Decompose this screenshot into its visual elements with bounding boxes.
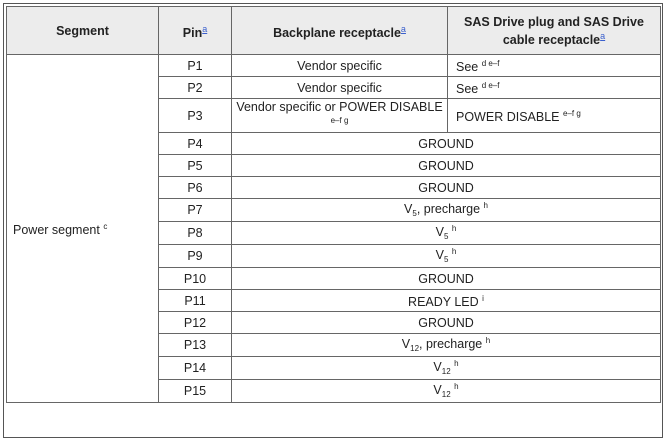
value-text: V <box>401 337 411 351</box>
value-text: V <box>435 248 444 262</box>
header-segment-label: Segment <box>56 23 109 38</box>
value-cell: GROUND <box>232 312 661 334</box>
value-text: READY LED <box>408 295 479 309</box>
value-text: V <box>433 360 442 374</box>
pin-cell: P12 <box>159 312 232 334</box>
value-note: h <box>485 336 491 345</box>
value-cell: GROUND <box>232 268 661 290</box>
value-sub: 12 <box>441 390 451 399</box>
pin-cell: P8 <box>159 222 232 245</box>
value-text: V <box>433 383 442 397</box>
header-sas <box>448 7 661 55</box>
header-pin-label: Pin <box>182 25 203 40</box>
value-note: h <box>451 224 457 233</box>
value-sub: 5 <box>412 209 417 218</box>
value-rest: , precharge <box>416 202 481 216</box>
pin-cell: P13 <box>159 334 232 357</box>
sas-cell <box>448 77 661 99</box>
header-pin <box>159 7 232 55</box>
header-row <box>7 7 661 55</box>
value-sub: 12 <box>441 367 451 376</box>
pin-cell: P1 <box>159 55 232 77</box>
value-sub: 5 <box>443 255 449 264</box>
value-note: h <box>454 382 459 391</box>
value-cell: GROUND <box>232 155 661 177</box>
value-note: h <box>451 247 457 256</box>
value-text: V <box>435 225 444 239</box>
footnote-link[interactable]: a <box>202 23 208 34</box>
pin-assignment-table <box>6 6 661 403</box>
header-sas-label: SAS Drive plug and SAS Drive cable receptacle <box>464 14 644 47</box>
table-row <box>7 55 661 77</box>
sas-note: e–f g <box>562 109 581 118</box>
value-cell <box>232 290 661 312</box>
table-frame <box>3 3 663 438</box>
value-cell <box>232 380 661 403</box>
sas-cell <box>448 55 661 77</box>
pin-cell: P2 <box>159 77 232 99</box>
pin-cell: P9 <box>159 245 232 268</box>
value-text: V <box>404 202 413 216</box>
footnote-link[interactable]: a <box>400 23 406 34</box>
value-cell <box>232 222 661 245</box>
value-cell <box>232 357 661 380</box>
backplane-cell: Vendor specific <box>232 55 448 77</box>
sas-text: See <box>456 82 479 96</box>
header-backplane <box>232 7 448 55</box>
header-segment <box>7 7 159 55</box>
pin-cell: P7 <box>159 199 232 222</box>
sas-cell <box>448 99 661 133</box>
pin-cell: P10 <box>159 268 232 290</box>
backplane-text: Vendor specific or POWER DISABLE <box>236 100 443 114</box>
value-cell <box>232 199 661 222</box>
footnote-link[interactable]: a <box>600 30 606 41</box>
value-sub: 5 <box>443 232 449 241</box>
value-cell <box>232 334 661 357</box>
value-note: h <box>454 359 459 368</box>
sas-note: d e–f <box>481 81 500 90</box>
backplane-cell <box>232 99 448 133</box>
value-rest: , precharge <box>419 337 483 351</box>
pin-cell: P5 <box>159 155 232 177</box>
pin-cell: P6 <box>159 177 232 199</box>
segment-note: c <box>103 222 108 231</box>
value-cell: GROUND <box>232 177 661 199</box>
backplane-cell: Vendor specific <box>232 77 448 99</box>
sas-text: POWER DISABLE <box>456 110 560 124</box>
value-note: i <box>482 294 484 303</box>
value-cell: GROUND <box>232 133 661 155</box>
pin-cell: P14 <box>159 357 232 380</box>
value-note: h <box>483 201 488 210</box>
sas-text: See <box>456 60 479 74</box>
header-backplane-label: Backplane receptacle <box>273 25 401 40</box>
value-cell <box>232 245 661 268</box>
value-sub: 12 <box>410 344 420 353</box>
pin-cell: P15 <box>159 380 232 403</box>
segment-label: Power segment <box>13 223 100 237</box>
pin-cell: P11 <box>159 290 232 312</box>
backplane-note: e–f g <box>330 116 349 125</box>
pin-cell: P4 <box>159 133 232 155</box>
sas-note: d e–f <box>481 59 500 68</box>
segment-cell <box>7 55 159 403</box>
pin-cell: P3 <box>159 99 232 133</box>
